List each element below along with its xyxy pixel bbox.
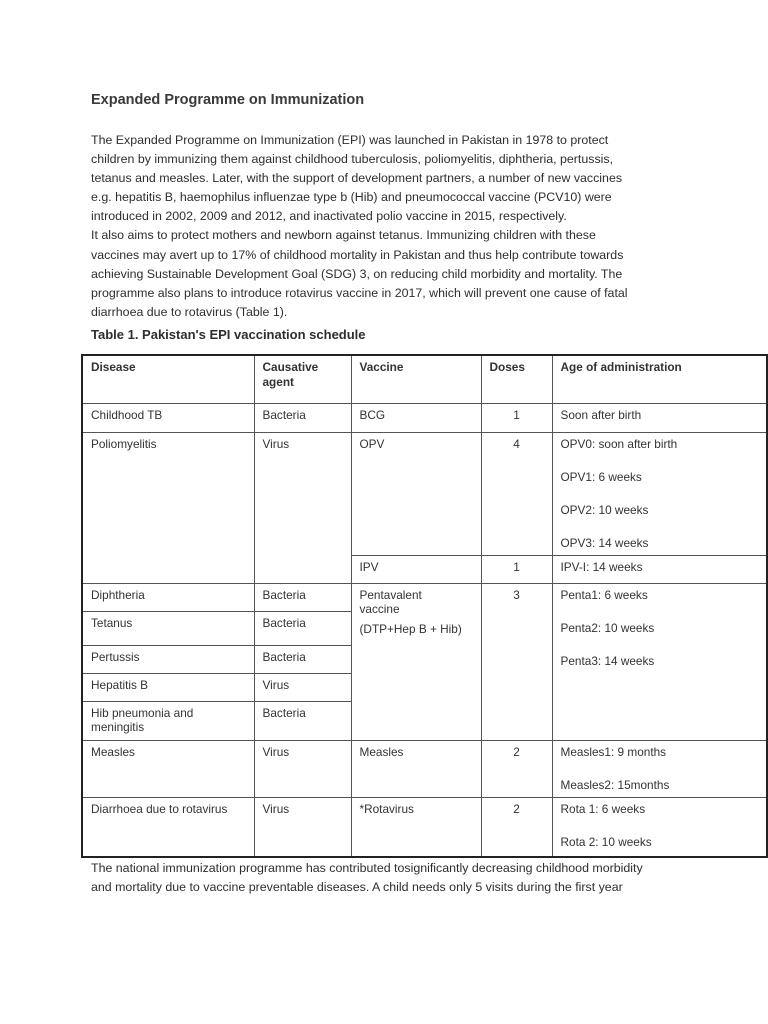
agent-cell: Virus bbox=[254, 673, 351, 701]
header-vaccine: Vaccine bbox=[351, 355, 481, 403]
intro-line: diarrhoea due to rotavirus (Table 1). bbox=[91, 304, 288, 319]
header-causative-agent: Causative agent bbox=[254, 355, 351, 403]
vaccine-cell: *Rotavirus bbox=[351, 797, 481, 857]
intro-line: It also aims to protect mothers and newborn against tetanus. Immunizing children with these bbox=[91, 228, 596, 243]
age-line: Penta3: 14 weeks bbox=[560, 653, 655, 668]
intro-line: The Expanded Programme on Immunization (EPI) was launched in Pakistan in 1978 to protect bbox=[91, 133, 609, 147]
vaccine-cell: OPV bbox=[351, 432, 481, 555]
table-row bbox=[82, 432, 767, 555]
table-row bbox=[82, 403, 767, 432]
age-line: Measles1: 9 months bbox=[560, 744, 667, 759]
intro-line: introduced in 2002, 2009 and 2012, and inactivated polio vaccine in 2015, respectively. bbox=[91, 209, 567, 224]
age-line: OPV1: 6 weeks bbox=[560, 469, 642, 484]
disease-cell: Childhood TB bbox=[82, 403, 254, 432]
age-line: OPV2: 10 weeks bbox=[560, 502, 649, 517]
table-header-row bbox=[82, 355, 767, 403]
intro-line: e.g. hepatitis B, haemophilus influenzae type b (Hib) and pneumococcal vaccine (PCV10) were bbox=[91, 190, 612, 205]
agent-cell: Bacteria bbox=[254, 583, 351, 611]
vaccine-cell: IPV bbox=[351, 555, 481, 583]
age-line: Penta2: 10 weeks bbox=[560, 620, 655, 635]
intro-line: tetanus and measles. Later, with the support of development partners, a number of new vaccines bbox=[91, 171, 623, 186]
age-cell bbox=[552, 740, 767, 797]
vaccine-cell: Measles bbox=[351, 740, 481, 797]
disease-cell: Diarrhoea due to rotavirus bbox=[82, 797, 254, 857]
doses-cell: 3 bbox=[481, 583, 552, 740]
age-cell: Soon after birth bbox=[552, 403, 767, 432]
age-line: Measles2: 15months bbox=[560, 777, 670, 792]
agent-cell: Virus bbox=[254, 432, 351, 583]
header-age: Age of administration bbox=[552, 355, 767, 403]
vaccine-cell bbox=[351, 583, 481, 740]
agent-cell: Bacteria bbox=[254, 611, 351, 645]
age-cell bbox=[552, 797, 767, 857]
doses-cell: 1 bbox=[481, 403, 552, 432]
disease-cell: Measles bbox=[82, 740, 254, 797]
footer-line: The national immunization programme has contributed tosignificantly decreasing childhood morbidity bbox=[91, 861, 643, 875]
age-line: OPV0: soon after birth bbox=[560, 436, 678, 451]
table-row bbox=[82, 583, 767, 611]
intro-line: children by immunizing them against childhood tuberculosis, poliomyelitis, diphtheria, pertussis, bbox=[91, 152, 614, 167]
table-caption: Table 1. Pakistan's EPI vaccination schedule bbox=[91, 327, 366, 342]
doses-cell: 4 bbox=[481, 432, 552, 555]
vaccine-line: Pentavalent bbox=[359, 587, 422, 602]
footer-paragraph bbox=[91, 859, 731, 897]
doses-cell: 2 bbox=[481, 797, 552, 857]
intro-line: vaccines may avert up to 17% of childhood mortality in Pakistan and thus help contribute towards bbox=[91, 247, 624, 262]
footer-line: and mortality due to vaccine preventable diseases. A child needs only 5 visits during the first year bbox=[91, 880, 623, 895]
intro-line: achieving Sustainable Development Goal (SDG) 3, on reducing child morbidity and mortality. The bbox=[91, 266, 623, 281]
vaccine-line: vaccine bbox=[359, 601, 400, 616]
intro-line: programme also plans to introduce rotavirus vaccine in 2017, which will prevent one cause of fatal bbox=[91, 285, 628, 300]
age-line: Penta1: 6 weeks bbox=[560, 587, 648, 602]
header-doses: Doses bbox=[481, 355, 552, 403]
disease-cell: Diphtheria bbox=[82, 583, 254, 611]
agent-cell: Virus bbox=[254, 797, 351, 857]
age-cell bbox=[552, 583, 767, 740]
table-row bbox=[82, 797, 767, 857]
doses-cell: 1 bbox=[481, 555, 552, 583]
disease-cell: Poliomyelitis bbox=[82, 432, 254, 583]
vaccine-line: (DTP+Hep B + Hib) bbox=[359, 621, 462, 636]
page-title: Expanded Programme on Immunization bbox=[91, 92, 365, 108]
doses-cell: 2 bbox=[481, 740, 552, 797]
agent-cell: Bacteria bbox=[254, 701, 351, 740]
vaccination-schedule-table bbox=[81, 354, 768, 858]
age-cell bbox=[552, 432, 767, 555]
agent-cell: Virus bbox=[254, 740, 351, 797]
agent-cell: Bacteria bbox=[254, 645, 351, 673]
agent-cell: Bacteria bbox=[254, 403, 351, 432]
disease-cell: Pertussis bbox=[82, 645, 254, 673]
disease-cell: Tetanus bbox=[82, 611, 254, 645]
age-line: OPV3: 14 weeks bbox=[560, 535, 649, 550]
age-line: Rota 2: 10 weeks bbox=[560, 834, 652, 849]
disease-cell: Hepatitis B bbox=[82, 673, 254, 701]
disease-cell: Hib pneumonia and meningitis bbox=[82, 701, 254, 740]
header-disease: Disease bbox=[82, 355, 254, 403]
intro-paragraph bbox=[91, 131, 691, 322]
age-line: Rota 1: 6 weeks bbox=[560, 801, 646, 816]
age-cell: IPV-I: 14 weeks bbox=[552, 555, 767, 583]
vaccine-cell: BCG bbox=[351, 403, 481, 432]
table-row bbox=[82, 740, 767, 797]
